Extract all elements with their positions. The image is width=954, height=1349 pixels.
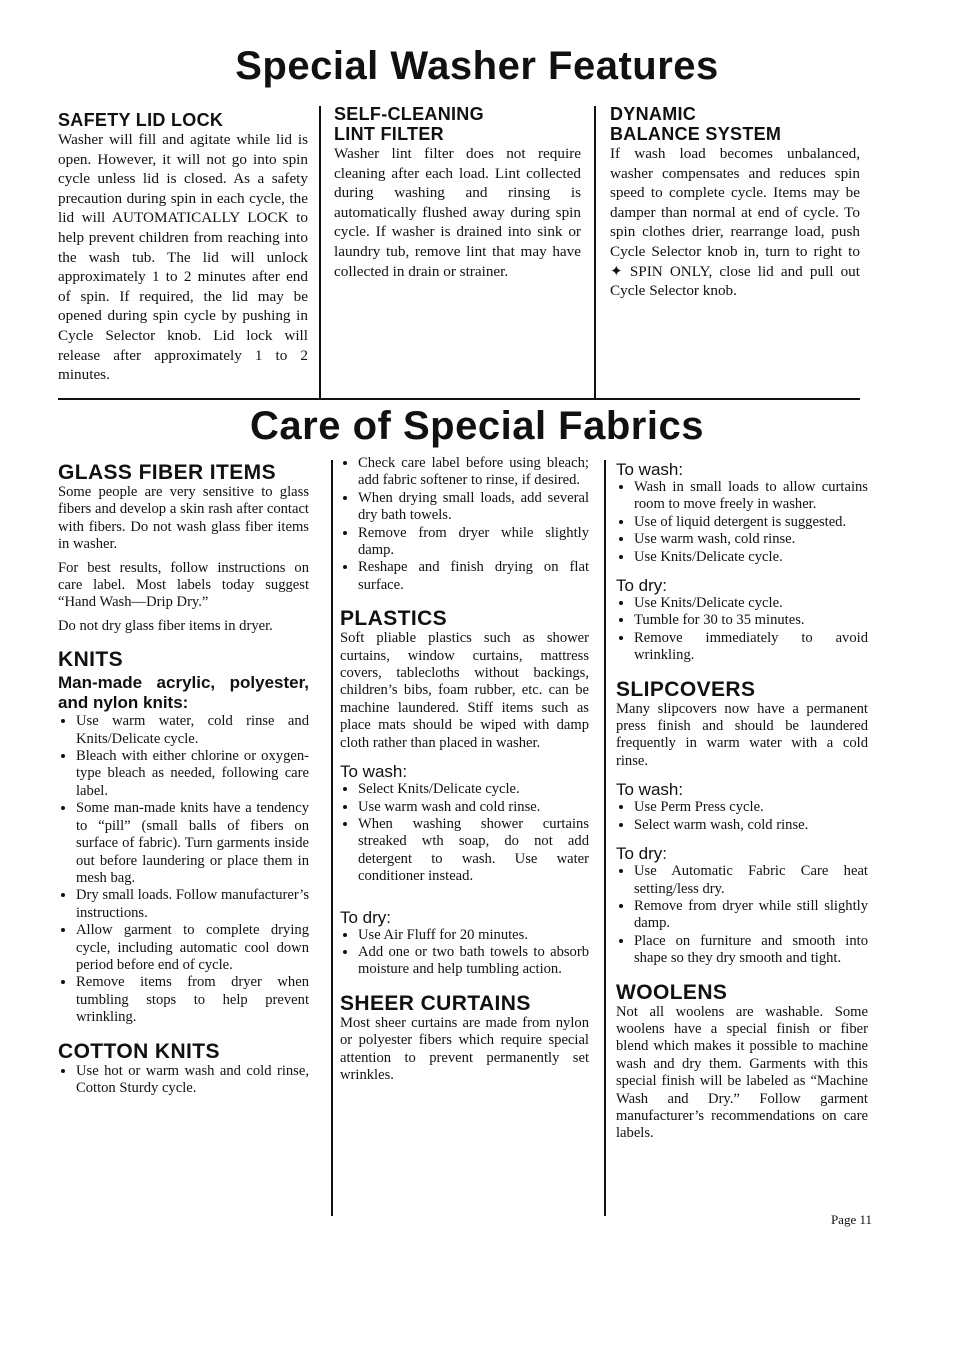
plastics-wash-heading: To wash: [340,762,408,782]
sheer-wash-list [616,479,868,566]
slipcovers-wash-list [616,799,868,834]
lint-filter-heading-1: SELF-CLEANING [334,104,484,124]
list-item: • Use of liquid detergent is suggested. [634,514,868,531]
balance-system-heading-1: DYNAMIC [610,104,697,124]
slipcovers-dry-list [616,863,868,967]
list-item: • Some man-made knits have a tendency to “pill” (small balls of fibers on surface of fabric). Turn garments inside out before laundering or place them in mesh bag. [76,800,309,887]
divider-vertical [319,106,321,398]
fabrics-column-1 [58,462,309,1097]
list-item: • Check care label before using bleach; add fabric softener to rinse, if desired. [358,455,589,490]
slipcovers-text: Many slipcovers now have a permanent press finish and should be laundered frequently in warm water with a cold rinse. [616,700,868,769]
list-item: • Select Knits/Delicate cycle. [358,781,589,798]
glass-fiber-p1: Some people are very sensitive to glass fibers and develop a skin rash after contact with fibers. Do not wash glass fiber items in washer. [58,484,309,553]
list-item: • Remove immediately to avoid wrinkling. [634,630,868,665]
divider-vertical [331,460,333,1216]
fabrics-column-2 [340,455,589,1090]
list-item: • Add one or two bath towels to absorb moisture and help tumbling action. [358,944,589,979]
knits-continued-list [340,455,589,594]
list-item: • Tumble for 30 to 35 minutes. [634,612,868,629]
sheer-curtains-text: Most sheer curtains are made from nylon or polyester fibers which require special attention to prevent permanently set wrinkles. [340,1014,589,1083]
plastics-heading: PLASTICS [340,607,448,631]
cotton-knits-heading: COTTON KNITS [58,1039,220,1063]
list-item: • Place on furniture and smooth into shape so they dry smooth and tight. [634,933,868,968]
lint-filter-section [334,104,581,287]
glass-fiber-heading: GLASS FIBER ITEMS [58,461,276,484]
list-item: • Use Knits/Delicate cycle. [634,549,868,566]
balance-system-text: If wash load becomes unbalanced, washer compensates and reduces spin speed to complete cycle. Items may be damper than normal at end of cycle. To spin clothes drier, rearrange load, push Cycle Selector knob in, turn to right to ✦ SPIN ONLY, close lid and pull out Cycle Selector knob. [610,145,860,300]
list-item: • Remove from dryer while slightly damp. [358,525,589,560]
list-item: • Use Knits/Delicate cycle. [634,595,868,612]
list-item: • Bleach with either chlorine or oxygen-type bleach as needed, following care label. [76,748,309,800]
sheer-wash-heading: To wash: [616,460,684,479]
knits-heading: KNITS [58,648,123,672]
list-item: • When washing shower curtains streaked wth soap, do not add detergent to wash. Use water conditioner instead. [358,816,589,886]
safety-lid-lock-section [58,110,308,391]
divider-vertical [604,460,606,1216]
divider-vertical [594,106,596,398]
balance-system-heading-2: BALANCE SYSTEM [610,124,782,144]
list-item: • Use Perm Press cycle. [634,799,868,816]
list-item: • Remove from dryer while still slightly damp. [634,898,868,933]
slipcovers-wash-heading: To wash: [616,780,684,800]
list-item: • Allow garment to complete drying cycle, including automatic cool down period before end of cycle. [76,922,309,974]
list-item: • Reshape and finish drying on flat surface. [358,559,589,594]
list-item: • When drying small loads, add several dry bath towels. [358,490,589,525]
glass-fiber-p2: For best results, follow instructions on care label. Most labels today suggest “Hand Wash—Drip Dry.” [58,559,309,611]
plastics-wash-list [340,781,589,885]
plastics-dry-list [340,927,589,979]
list-item: • Remove items from dryer when tumbling stops to help prevent wrinkling. [76,974,309,1026]
slipcovers-dry-heading: To dry: [616,844,668,864]
safety-lid-lock-heading: SAFETY LID LOCK [58,110,224,130]
list-item: • Wash in small loads to allow curtains room to move freely in washer. [634,479,868,514]
woolens-heading: WOOLENS [616,980,728,1004]
lint-filter-text: Washer lint filter does not require cleaning after each load. Lint collected during washing and rinsing is automatically flushed away during spin cycle. If washer is drained into sink or laundry tub, remove lint that may have collected in drain or strainer. [334,145,581,280]
knits-list [58,713,309,1026]
section-divider [58,398,860,400]
list-item: • Use Air Fluff for 20 minutes. [358,927,589,944]
sheer-dry-list [616,595,868,665]
list-item: • Use warm wash and cold rinse. [358,799,589,816]
list-item: • Use hot or warm wash and cold rinse, Cotton Sturdy cycle. [76,1063,309,1098]
knits-subheading: Man-made acrylic, polyester, and nylon knits: [58,673,309,713]
plastics-text: Soft pliable plastics such as shower curtains, window curtains, mattress covers, tablecloths without backings, children’s bibs, foam rubber, etc. can be machine laundered. Stiff items such as place mats should be wiped with damp cloth rather than placed in washer. [340,630,589,751]
fabrics-column-3 [616,460,868,1149]
page-number: Page 11 [830,1212,872,1227]
care-fabrics-title: Care of Special Fabrics [250,404,704,448]
cotton-knits-list [58,1063,309,1098]
glass-fiber-p3: Do not dry glass fiber items in dryer. [58,617,273,634]
sheer-curtains-heading: SHEER CURTAINS [340,991,531,1015]
washer-features-title: Special Washer Features [235,44,719,88]
lint-filter-heading-2: LINT FILTER [334,124,444,144]
list-item: • Use warm wash, cold rinse. [634,531,868,548]
list-item: • Select warm wash, cold rinse. [634,817,868,834]
slipcovers-heading: SLIPCOVERS [616,677,756,701]
list-item: • Dry small loads. Follow manufacturer’s instructions. [76,887,309,922]
list-item: • Use Automatic Fabric Care heat setting/less dry. [634,863,868,898]
sheer-dry-heading: To dry: [616,576,668,596]
balance-system-section [610,104,860,307]
list-item: • Use warm water, cold rinse and Knits/Delicate cycle. [76,713,309,748]
woolens-text: Not all woolens are washable. Some woolens have a special finish or fiber blend which makes it possible to machine wash and dry them. Garments with this special finish will be labeled as “Machine Wash and Dry.” Follow garment manufacturer’s recommendations on care labels. [616,1003,868,1142]
safety-lid-lock-text: Washer will fill and agitate while lid is open. However, it will not go into spin cycle unless lid is closed. As a safety precaution during spin in each cycle, the lid will AUTOMATICALLY LOCK to help prevent children from reaching into the wash tub. The lid will unlock approximately 1 to 2 minutes after end of spin. If required, the lid may be opened during spin cycle by pushing in Cycle Selector knob. Lid lock will release after approximately 1 to 2 minutes. [58,131,308,384]
plastics-dry-heading: To dry: [340,907,392,927]
